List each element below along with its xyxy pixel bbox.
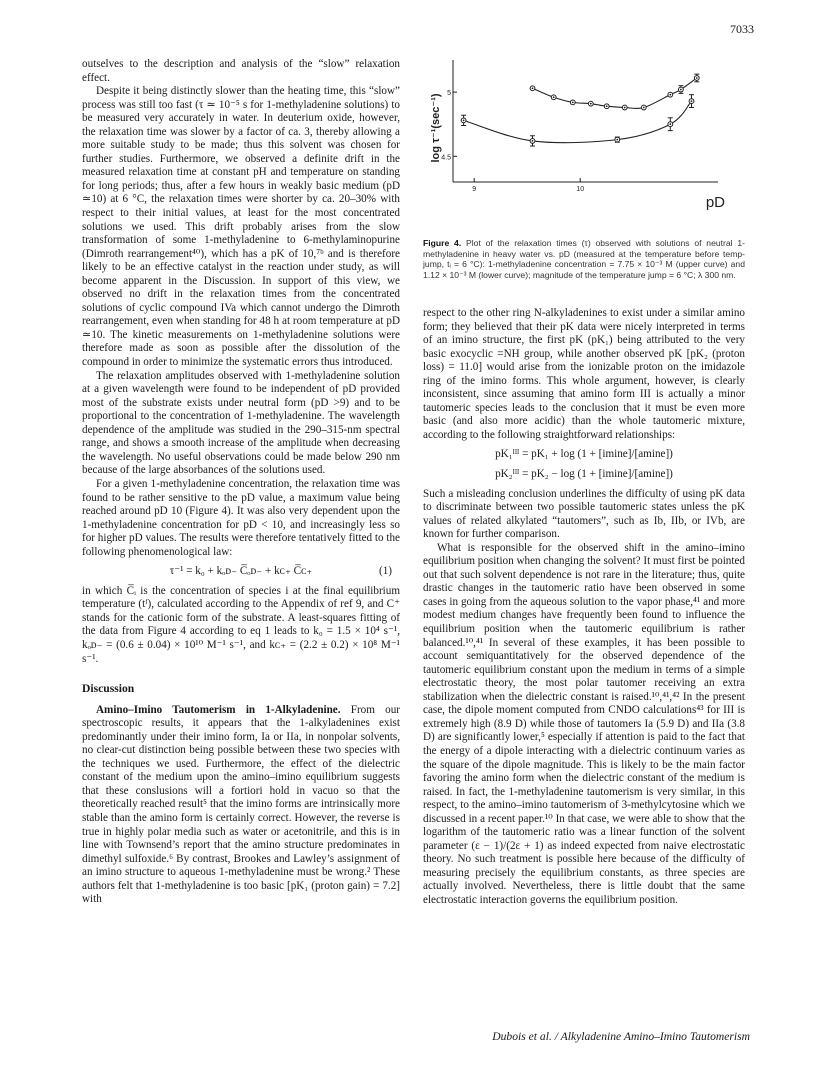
paragraph: What is responsible for the observed shift in the amino–imino equilibrium position when changing the solvent? It must first be pointed out that such solvent dependence is not rare in the literature; thus, quite drastic changes in the tautomeric ratio have been observed in some cases in going from the aqueous solution to the vapor phase,⁴¹ and more modest medium changes have frequently been found to influence the equilibrium position when the tautomeric equilibrium is rather balanced.¹⁰,⁴¹ In several of these examples, it has been possible to account semiquantitatively for the observed dependence of the tautomeric equilibrium constant upon the medium in terms of a simple electrostatic theory, the most polar tautomer receiving an extra stabilization when the dielectric constant is raised.¹⁰,⁴¹,⁴² In the present case, the dipole moment computed from CNDO calculations⁴³ for III is extremely high (8.9 D) while those of tautomers Ia (5.9 D) and IIa (3.8 D) are significantly lower,⁵ especially if attention is paid to the fact that the energy of a dipole interacting with a dielectric continuum varies as the square of the dipole magnitude. This is likely to be the main factor favoring the amino form when the dielectric constant of the medium is raised. In fact, the 1-methyladenine tautomerism is very similar, in this respect, to the amino–imino tautomerism of 3-methylcytosine which we discussed in a recent paper.¹⁰ In that case, we were able to show that the logarithm of the tautomeric ratio was a linear function of the solvent parameter (ε − 1)/(2ε + 1) as indeed expected from naive electrostatic theory. No such treatment is possible here because of the difficulty of measuring precisely the equilibrium constants, as three species are actually involved. Nevertheless, there is little doubt that the same electrostatic interaction governs the equilibrium position. [423, 541, 745, 906]
paragraph: respect to the other ring N-alkyladenines to exist under a similar amino form; they believed that their pK data were nicely interpreted in terms of an imino structure, the first pK (pK₁) being attributed to the very basic exocyclic =NH group, while another observed pK [pK₂ (proton loss) = 11.0] would arise from the ionizable proton on the imidazole ring of the imino forms. This whole argument, however, is clearly inconsistent, since assuming that amino form III is actually a minor tautomeric species leads to the conclusion that it must be even more basic (and also more acidic) than the whole tautomeric mixture, according to the following straightforward relationships: [423, 307, 745, 441]
series-line-1 [464, 101, 692, 143]
data-point-center [590, 103, 592, 105]
data-point-center [553, 96, 555, 98]
run-in-heading: Amino–Imino Tautomerism in 1-Alkyladenine. [96, 703, 341, 716]
equation-1 [82, 565, 400, 579]
axis-ticks [453, 92, 580, 182]
paragraph: in which C̅ᵢ is the concentration of species i at the final equilibrium temperature (tᶠ), calculated according to the Appendix of ref 9, and C⁺ stands for the cationic form of the substrate. A least-squares fitting of the data from Figure 4 according to eq 1 leads to k₀ = 1.5 × 10⁴ s⁻¹, kₒᴅ₋ = (0.6 ± 0.04) × 10¹⁰ M⁻¹ s⁻¹, and kᴄ₊ = (2.2 ± 0.2) × 10⁸ M⁻¹ s⁻¹. [82, 584, 400, 665]
equation-pk1: pK₁ᴵᴵᴵ = pK₁ + log (1 + [imine]/[amine]) [495, 448, 673, 461]
caption-label: Figure 4. [423, 238, 462, 248]
running-footer: Dubois et al. / Alkyladenine Amino–Imino Tautomerism [492, 1030, 750, 1043]
data-point-center [572, 101, 574, 103]
section-heading: Discussion [82, 682, 135, 696]
paragraph: The relaxation amplitudes observed with 1-methyladenine solution at a given wavelength were found to be independent of pD provided most of the substrate exists under neutral form (pD >9) and to be proportional to the concentration of 1-methyladenine. The wavelength dependence of the amplitude was studied in the 290–315-nm spectral range, and shows a smooth increase of the amplitude when decreasing the wavelength. No useful observations could be made below 290 nm because of the large absorbances of the solutions used. [82, 369, 400, 477]
data-point-center [463, 119, 465, 121]
figure-4-plot [423, 52, 745, 232]
y-tick-label-4.5: 4.5 [441, 154, 451, 162]
data-point-center [669, 94, 671, 96]
data-point-center [680, 89, 682, 91]
equation-text: τ⁻¹ = k₀ + kₒᴅ₋ C̅ₒᴅ₋ + kᴄ₊ C̅ᴄ₊ [169, 565, 313, 578]
paragraph: Despite it being distinctly slower than the heating time, this “slow” process was still too fast (τ ≃ 10⁻⁵ s for 1-methyladenine solutions) to be measured very accurately in water. In deuterium oxide, however, the relaxation time was slower by a factor of ca. 3, thereby allowing a more suitable study to be made; thus this solvent was chosen for further studies. Furthermore, we observed a definite drift in the measured relaxation time at constant pH and temperature on standing for long periods; thus, after a few hours in weakly basic medium (pD ≃10) at 6 °C, the relaxation times were shorter by ca. 20–30% with respect to their initial values, at least for the most concentrated solutions we used. This drift probably arises from the slow transformation of some 1-methyladenine to 6-methylaminopurine (Dimroth rearrangement⁴⁰), which has a pK of 10,⁷ᵇ and is therefore likely to be an effective catalyst in the reaction under study, as will become apparent in the Discussion. In support of this view, we observed no drift in the relaxation times from the concentrated solutions of cyclic compound IVa which cannot undergo the Dimroth rearrangement, even when standing for 48 h at room temperature at pD ≃10. The kinetic measurements on 1-methyladenine solutions were therefore made as soon as possible after the dissolution of the compound in order to minimize the systematic errors thus introduced. [82, 85, 400, 369]
paragraph-text: From our spectroscopic results, it appears that the 1-alkyladenines exist predominantly under their imino form, Ia or IIa, in nonpolar solvents, no clear-cut distinction being possible between these two species with the techniques we used. Furthermore, the effect of the dielectric constant of the medium upon the amino–imino equilibrium suggests that these conslusions will a fortiori hold in vacuo so that the theoretically reached result⁵ that the imino forms are intrinsically more stable than the amino form is certainly correct. However, the reverse is true in highly polar media such as water or acetonitrile, and this is in line with Townsend’s report that the amino structure predominates in dimethyl sulfoxide.⁶ By contrast, Brookes and Lawley’s assignment of an imino structure to aqueous 1-methyladenine must be wrong.² These authors felt that 1-methyladenine is too basic [pK₁ (proton gain) = 7.2] with [82, 703, 400, 906]
data-point-center [669, 123, 671, 125]
data-point-center [606, 105, 608, 107]
left-column [82, 58, 400, 907]
data-point-center [696, 77, 698, 79]
paragraph: outselves to the description and analysis of the “slow” relaxation effect. [82, 58, 400, 84]
data-point-center [624, 107, 626, 109]
figure-caption [423, 238, 745, 280]
plot-series [461, 74, 699, 146]
y-axis-label: log τ⁻¹(sec⁻¹) [430, 93, 442, 163]
paragraph: For a given 1-methyladenine concentration, the relaxation time was found to be rather sensitive to the pD value, a maximum value being reached around pD 10 (Figure 4). It was also very dependent upon the 1-methyladenine concentration for pD < 10, and increasingly less so for higher pD values. The results were therefore tentatively fitted to the following phenomenological law: [82, 477, 400, 558]
paragraph [82, 704, 400, 907]
x-axis-label: pD [705, 194, 725, 211]
caption-text: Plot of the relaxation times (τ) observed with solutions of neutral 1-methyladenine in heavy water vs. pD (measured at the temperature before temp-jump, tᵢ = 6 °C): 1-methyladenine concentration = 7.75 × 10⁻³ M (upper curve) and 1.12 × 10⁻³ M (lower curve); magnitude of the temperature jump = 6 °C; λ 300 nm. [423, 238, 745, 280]
x-tick-label-9: 9 [472, 186, 477, 193]
y-tick-label-5: 5 [447, 90, 451, 98]
page-number: 7033 [730, 22, 754, 36]
data-point-center [643, 107, 645, 109]
data-point-center [532, 140, 534, 142]
plot-axes [453, 60, 718, 182]
data-point-center [616, 139, 618, 141]
paragraph: Such a misleading conclusion underlines the difficulty of using pK data to discriminate between two possible tautomeric states unless the pK values of related alkylated “tautomers”, such as Ib, IIb, or IVb, are known for further comparison. [423, 487, 745, 541]
data-point-center [691, 100, 693, 102]
equation-number: (1) [379, 565, 392, 578]
equation-pk2: pK₂ᴵᴵᴵ = pK₂ − log (1 + [imine]/[amine]) [495, 468, 673, 481]
x-tick-label-10: 10 [576, 186, 585, 193]
right-column [423, 307, 745, 908]
data-point-center [532, 87, 534, 89]
